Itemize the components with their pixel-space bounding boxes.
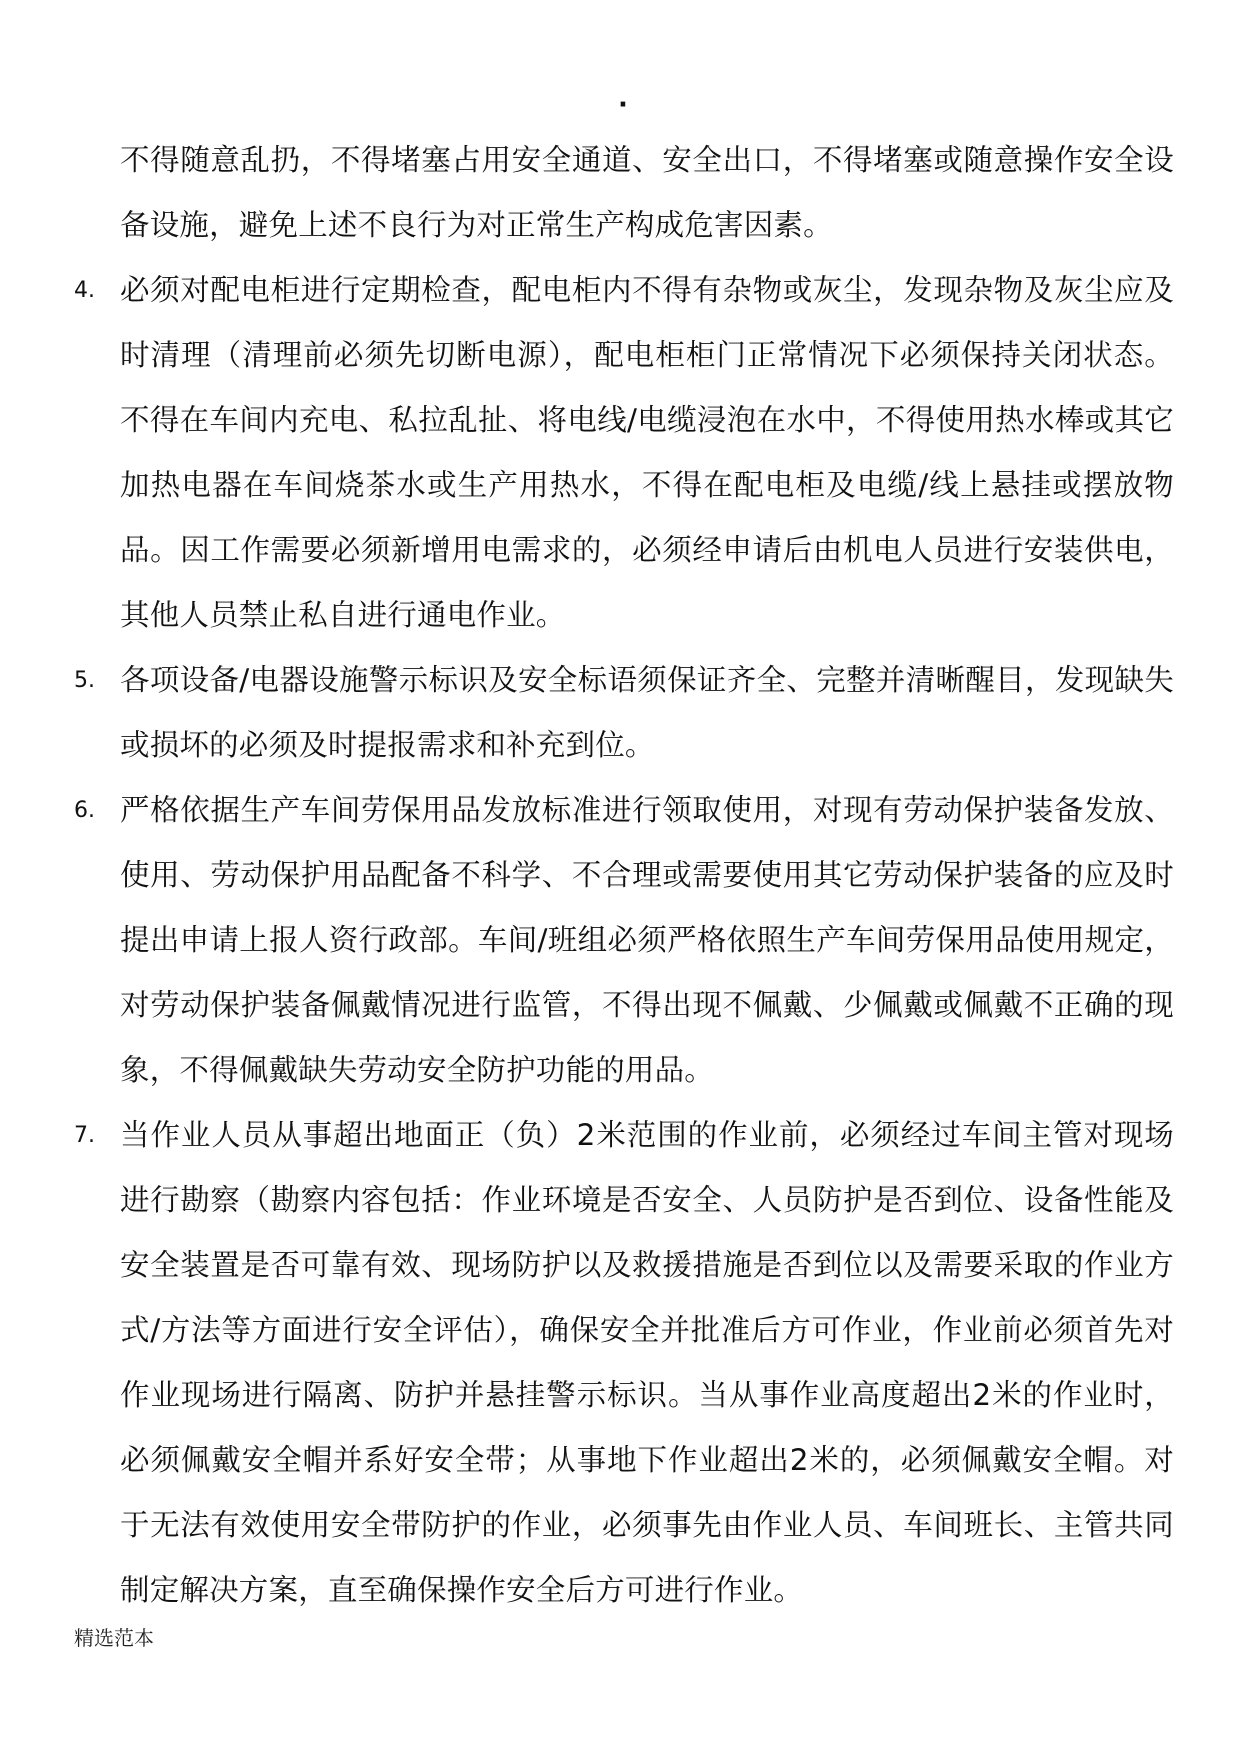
paragraph-text: 不得随意乱扔，不得堵塞占用安全通道、安全出口，不得堵塞或随意操作安全设备设施，避免上述不良行为对正常生产构成危害因素。 [120,143,1174,242]
paragraph-continued [74,128,1174,258]
paragraph-number: 7. [74,1123,95,1148]
document-body [74,128,1174,1623]
paragraph-item-7 [74,1103,1174,1623]
paragraph-item-6 [74,778,1174,1103]
paragraph-item-4 [74,258,1174,648]
paragraph-text: 必须对配电柜进行定期检查，配电柜内不得有杂物或灰尘，发现杂物及灰尘应及时清理（清理前必须先切断电源），配电柜柜门正常情况下必须保持关闭状态。不得在车间内充电、私拉乱扯、将电线/电缆浸泡在水中，不得使用热水棒或其它加热电器在车间烧茶水或生产用热水，不得在配电柜及电缆/线上悬挂或摆放物品。因工作需要必须新增用电需求的，必须经申请后由机电人员进行安装供电，其他人员禁止私自进行通电作业。 [120,273,1174,632]
paragraph-text: 当作业人员从事超出地面正（负）2米范围的作业前，必须经过车间主管对现场进行勘察（勘察内容包括：作业环境是否安全、人员防护是否到位、设备性能及安全装置是否可靠有效、现场防护以及救援措施是否到位以及需要采取的作业方式/方法等方面进行安全评估），确保安全并批准后方可作业，作业前必须首先对作业现场进行隔离、防护并悬挂警示标识。当从事作业高度超出2米的作业时，必须佩戴安全帽并系好安全带；从事地下作业超出2米的，必须佩戴安全帽。对于无法有效使用安全带防护的作业，必须事先由作业人员、车间班长、主管共同制定解决方案，直至确保操作安全后方可进行作业。 [120,1118,1174,1607]
paragraph-number: 4. [74,278,95,303]
paragraph-number: 5. [74,668,95,693]
paragraph-text: 各项设备/电器设施警示标识及安全标语须保证齐全、完整并清晰醒目，发现缺失或损坏的必须及时提报需求和补充到位。 [120,663,1174,762]
footer-label: 精选范本 [74,1626,154,1650]
paragraph-number: 6. [74,798,95,823]
paragraph-item-5 [74,648,1174,778]
paragraph-number [74,128,120,258]
page-mark: · [618,90,628,120]
paragraph-text: 严格依据生产车间劳保用品发放标准进行领取使用，对现有劳动保护装备发放、使用、劳动保护用品配备不科学、不合理或需要使用其它劳动保护装备的应及时提出申请上报人资行政部。车间/班组必须严格依照生产车间劳保用品使用规定，对劳动保护装备佩戴情况进行监管，不得出现不佩戴、少佩戴或佩戴不正确的现象，不得佩戴缺失劳动安全防护功能的用品。 [120,793,1174,1087]
